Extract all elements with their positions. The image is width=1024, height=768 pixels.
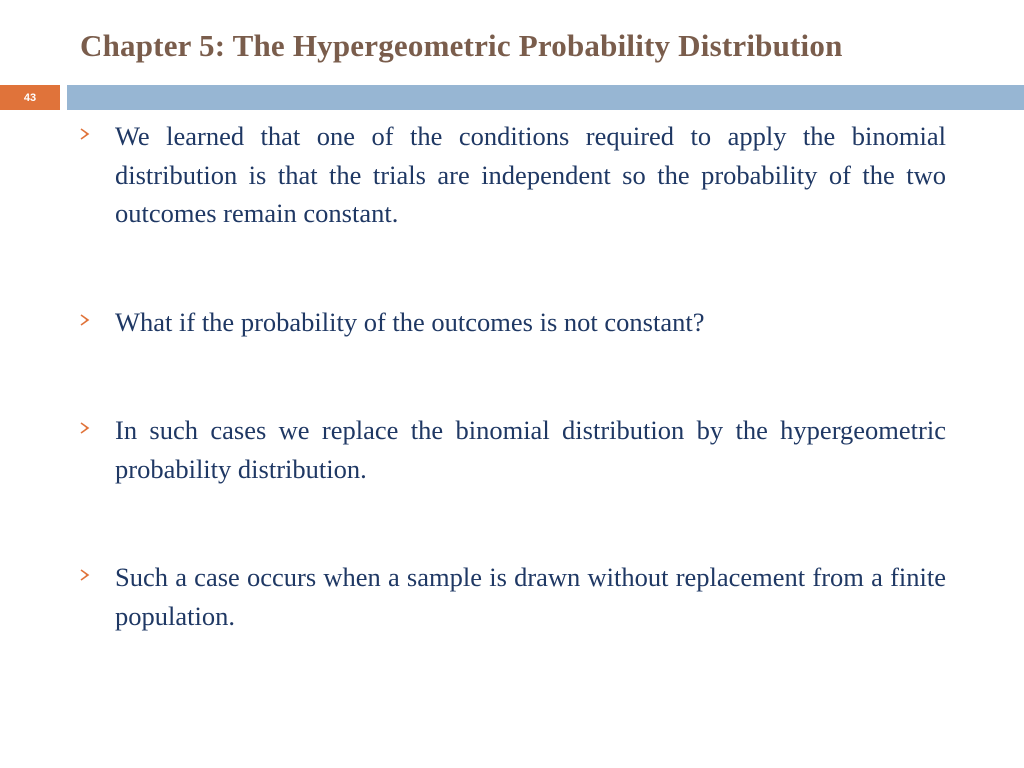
bullet-item xyxy=(78,558,946,635)
bullet-text: We learned that one of the conditions required to apply the binomial distribution is that the trials are independent so the probability of the two outcomes remain constant. xyxy=(115,121,946,228)
bullet-text: In such cases we replace the binomial distribution by the hypergeometric probability distribution. xyxy=(115,415,946,484)
slide-title: Chapter 5: The Hypergeometric Probability Distribution xyxy=(80,28,843,63)
slide-number-badge xyxy=(0,85,60,110)
bullet-item xyxy=(78,117,946,233)
chevron-right-icon xyxy=(78,568,92,582)
slide-number: 43 xyxy=(23,91,37,104)
bullet-text: What if the probability of the outcomes is not constant? xyxy=(115,307,705,337)
chevron-right-icon xyxy=(78,313,92,327)
title-divider-bar xyxy=(67,85,1024,110)
chevron-right-icon xyxy=(78,421,92,435)
bullet-text: Such a case occurs when a sample is drawn without replacement from a finite population. xyxy=(115,562,946,631)
bullet-item xyxy=(78,303,946,342)
chevron-right-icon xyxy=(78,127,92,141)
bullet-item xyxy=(78,411,946,488)
